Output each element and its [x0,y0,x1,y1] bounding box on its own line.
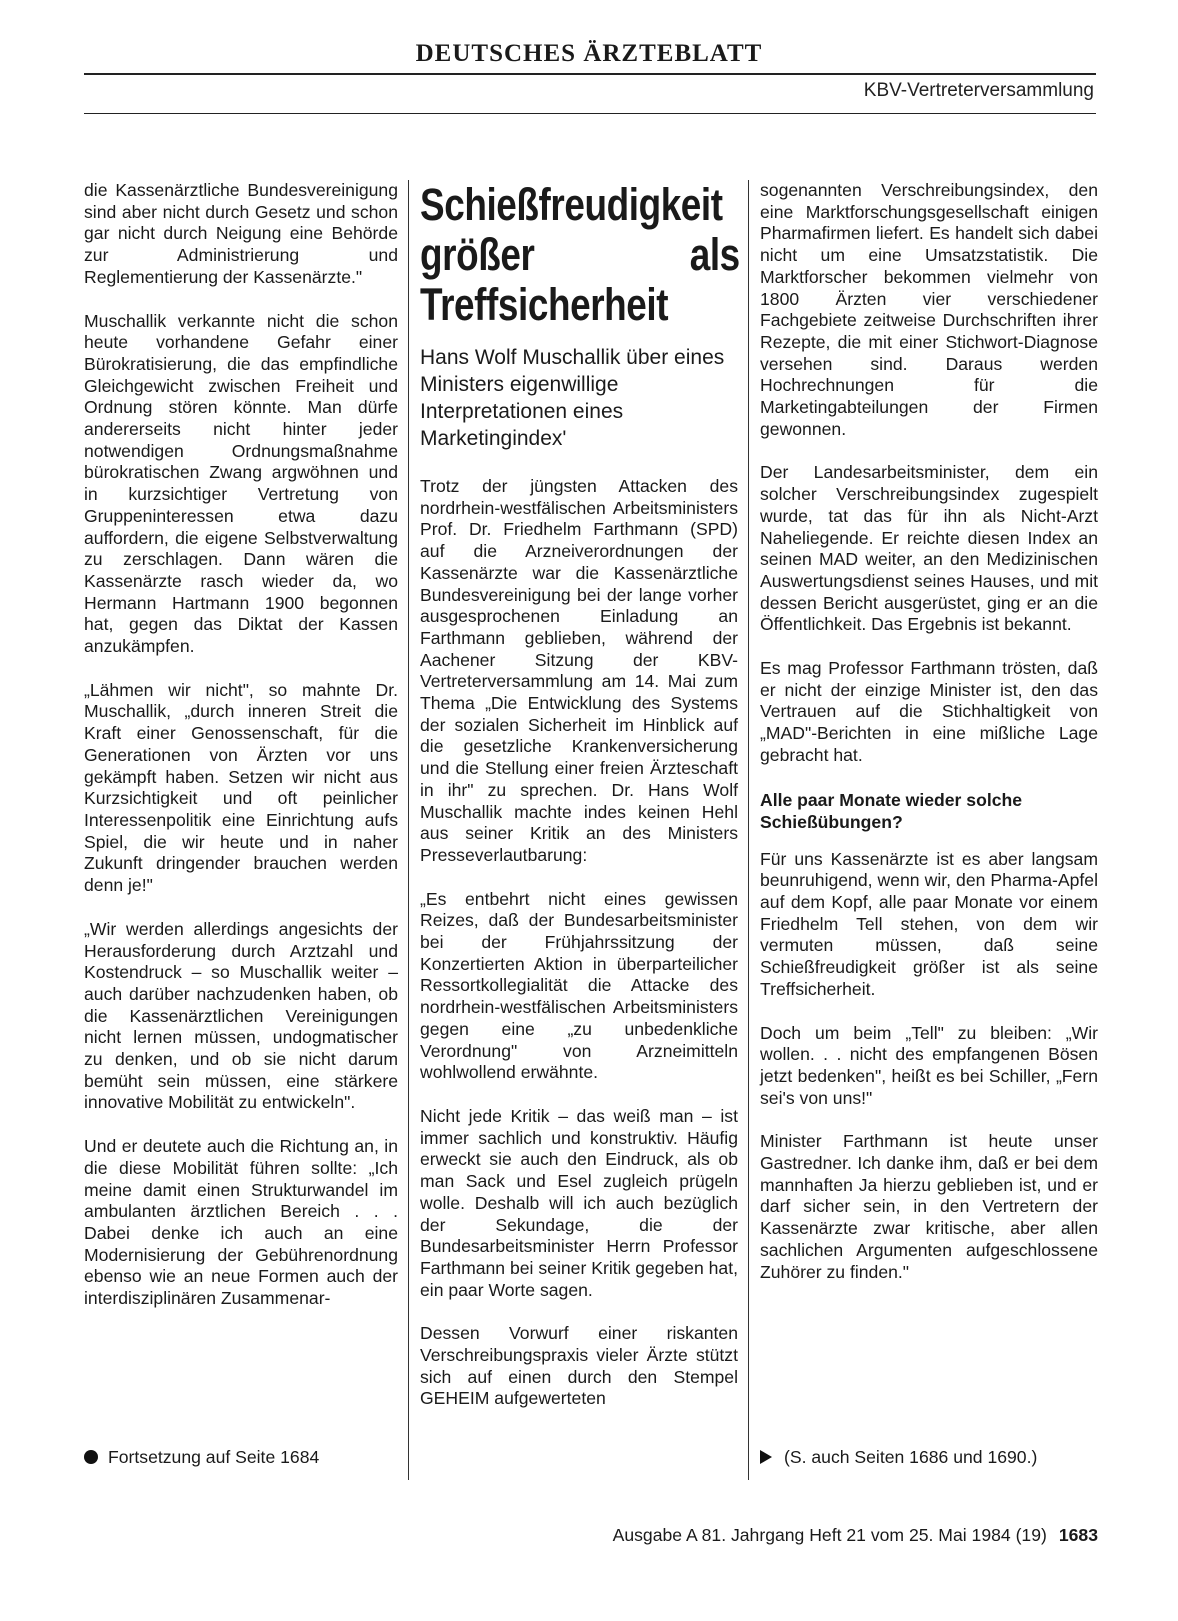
body-paragraph: „Wir werden allerdings angesichts der Herausforderung durch Arztzahl und Kostendruck – so Muschallik weiter – auch darüber nachzudenken haben, ob die Kassenärztlichen Vereinigungen nicht lernen müssen, undogmatischer zu denken, und ob sie nicht darum bemüht sein müssen, eine stärkere innovative Mobilität zu entwickeln". [84,918,398,1113]
body-paragraph: sogenannten Verschreibungsindex, den eine Marktforschungsgesellschaft einigen Pharmafirmen liefert. Es handelt sich dabei nicht um eine Umsatzstatistik. Die Marktforscher bekommen vielmehr von 1800 Ärzten vier verschiedener Fachgebiete zeitweise Durchschriften ihrer Rezepte, die mit einer Stichwort-Diagnose versehen sind. Daraus werden Hochrechnungen für die Marketingabteilungen der Firmen gewonnen. [760,180,1098,439]
see-also-text: (S. auch Seiten 1686 und 1690.) [784,1447,1038,1467]
article-column-2 [420,180,738,1432]
column-divider [408,180,409,1480]
column-divider [748,180,749,1480]
body-paragraph: „Es entbehrt nicht eines gewissen Reizes, daß der Bundesarbeitsminister bei der Frühjahrssitzung der Konzertierten Aktion in überparteilicher Ressortkollegialität die Attacke des nordrhein-westfälischen Arbeitsministers gegen eine „zu unbedenkliche Verordnung" von Arzneimitteln wohlwollend erwähnte. [420,888,738,1083]
page-number: 1683 [1058,1525,1098,1545]
body-paragraph: Der Landesarbeitsminister, dem ein solcher Verschreibungsindex zugespielt wurde, tat das für ihn als Nicht-Arzt Naheliegende. Er reichte diesen Index an seinen MAD weiter, an den Medizinischen Auswertungsdienst seines Hauses, und mit dessen Bericht ausgerüstet, ging er an die Öffentlichkeit. Das Ergebnis ist bekannt. [760,462,1098,635]
section-rule [84,113,1096,114]
body-paragraph: Minister Farthmann ist heute unser Gastredner. Ich danke ihm, daß er bei dem mannhaften Ja hierzu geblieben ist, und er darf sicher sein, in den Vertretern der Kassenärzte zwar kritische, aber allen sachlichen Argumenten aufgeschlossene Zuhörer zu finden." [760,1131,1098,1282]
issue-info: Ausgabe A 81. Jahrgang Heft 21 vom 25. Mai 1984 (19) [612,1525,1047,1545]
body-paragraph: „Lähmen wir nicht", so mahnte Dr. Muschallik, „durch inneren Streit die Kraft einer Genossenschaft, für die Generationen von Ärzten vor uns gekämpft haben. Setzen wir nicht aus Kurzsichtigkeit und oft peinlicher Interessenpolitik eine Einrichtung aufs Spiel, die wir heute und in naher Zukunft dringender brauchen werden denn je!" [84,679,398,896]
body-paragraph: Muschallik verkannte nicht die schon heute vorhandene Gefahr einer Bürokratisierung, die das empfindliche Gleichgewicht zwischen Freiheit und Ordnung stören könnte. Man dürfe andererseits nicht hinter jeder notwendigen Ordnungsmaßnahme bürokratischen Zwang argwöhnen und in kurzsichtiger Vertretung von Gruppeninteressen etwa dazu auffordern, die eigene Selbstverwaltung zu zerschlagen. Dann wären die Kassenärzte rasch wieder da, wo Hermann Hartmann 1900 begonnen hat, gegen das Diktat der Kassen anzukämpfen. [84,310,398,657]
body-paragraph: Und er deutete auch die Richtung an, in die diese Mobilität führen sollte: „Ich meine damit einen Strukturwandel im ambulanten ärztlichen Bereich . . . Dabei denke ich auch an eine Modernisierung der Gebührenordnung ebenso wie an neue Formen auch der interdisziplinären Zusammenar- [84,1136,398,1309]
article-subhead: Hans Wolf Muschallik über eines Ministers eigenwillige Interpretationen eines Marketingindex' [420,346,725,450]
masthead: DEUTSCHES ÄRZTEBLATT [415,40,763,67]
body-paragraph: Trotz der jüngsten Attacken des nordrhein-westfälischen Arbeitsministers Prof. Dr. Friedhelm Farthmann (SPD) auf die Arzneiverordnungen der Kassenärzte war die Kassenärztliche Bundesvereinigung bei der lange vorher ausgesprochenen Einladung an Farthmann geblieben, während der Aachener Sitzung der KBV-Vertreterversammlung am 14. Mai zum Thema „Die Entwicklung des Systems der sozialen Sicherheit im Hinblick auf die gesetzliche Krankenversicherung und die Stellung einer freien Ärzteschaft in ihr" zu sprechen. Dr. Hans Wolf Muschallik machte indes keinen Hehl aus seiner Kritik an des Ministers Presseverlautbarung: [420,476,738,865]
article-headline: Schießfreudigkeit größer als Treffsicherheit [420,179,740,330]
body-paragraph: Für uns Kassenärzte ist es aber langsam beunruhigend, wenn wir, den Pharma-Apfel auf dem Kopf, alle paar Monate vor einem Friedhelm Tell stehen, von dem wir vermuten müssen, daß seine Schießfreudigkeit größer ist als seine Treffsicherheit. [760,848,1098,999]
continuation-note [84,1447,319,1468]
section-subheading: Alle paar Monate wieder solche Schießübungen? [760,789,1023,832]
article-column-3 [760,180,1098,1305]
bullet-icon [84,1450,98,1464]
body-paragraph: Nicht jede Kritik – das weiß man – ist immer sachlich und konstruktiv. Häufig erweckt sie auch den Eindruck, als ob man Sack und Esel zugleich prügeln wolle. Deshalb will ich auch bezüglich der Sekundage, die der Bundesarbeitsminister Herrn Professor Farthmann bei seiner Kritik gegeben hat, ein paar Worte sagen. [420,1105,738,1300]
body-paragraph: Doch um beim „Tell" zu bleiben: „Wir wollen. . . nicht des empfangenen Bösen jetzt bedenken", heißt es bei Schiller, „Fern sei's von uns!" [760,1022,1098,1108]
continuation-text: Fortsetzung auf Seite 1684 [108,1447,320,1467]
arrow-right-icon [760,1450,772,1464]
body-paragraph: Es mag Professor Farthmann trösten, daß er nicht der einzige Minister ist, den das Vertrauen auf die Stichhaltigkeit von „MAD"-Berichten in eine mißliche Lage gebracht hat. [760,658,1098,765]
header-rule [84,73,1096,75]
body-paragraph: die Kassenärztliche Bundesvereinigung sind aber nicht durch Gesetz und schon gar nicht durch Neigung eine Behörde zur Administrierung und Reglementierung der Kassenärzte." [84,180,398,287]
body-paragraph: Dessen Vorwurf einer riskanten Verschreibungspraxis vieler Ärzte stützt sich auf einen durch den Stempel GEHEIM aufgewerteten [420,1323,738,1409]
page-footer [613,1525,1098,1546]
see-also-note [760,1447,1037,1468]
section-label: KBV-Vertreterversammlung [863,80,1094,101]
article-column-1 [84,180,398,1332]
